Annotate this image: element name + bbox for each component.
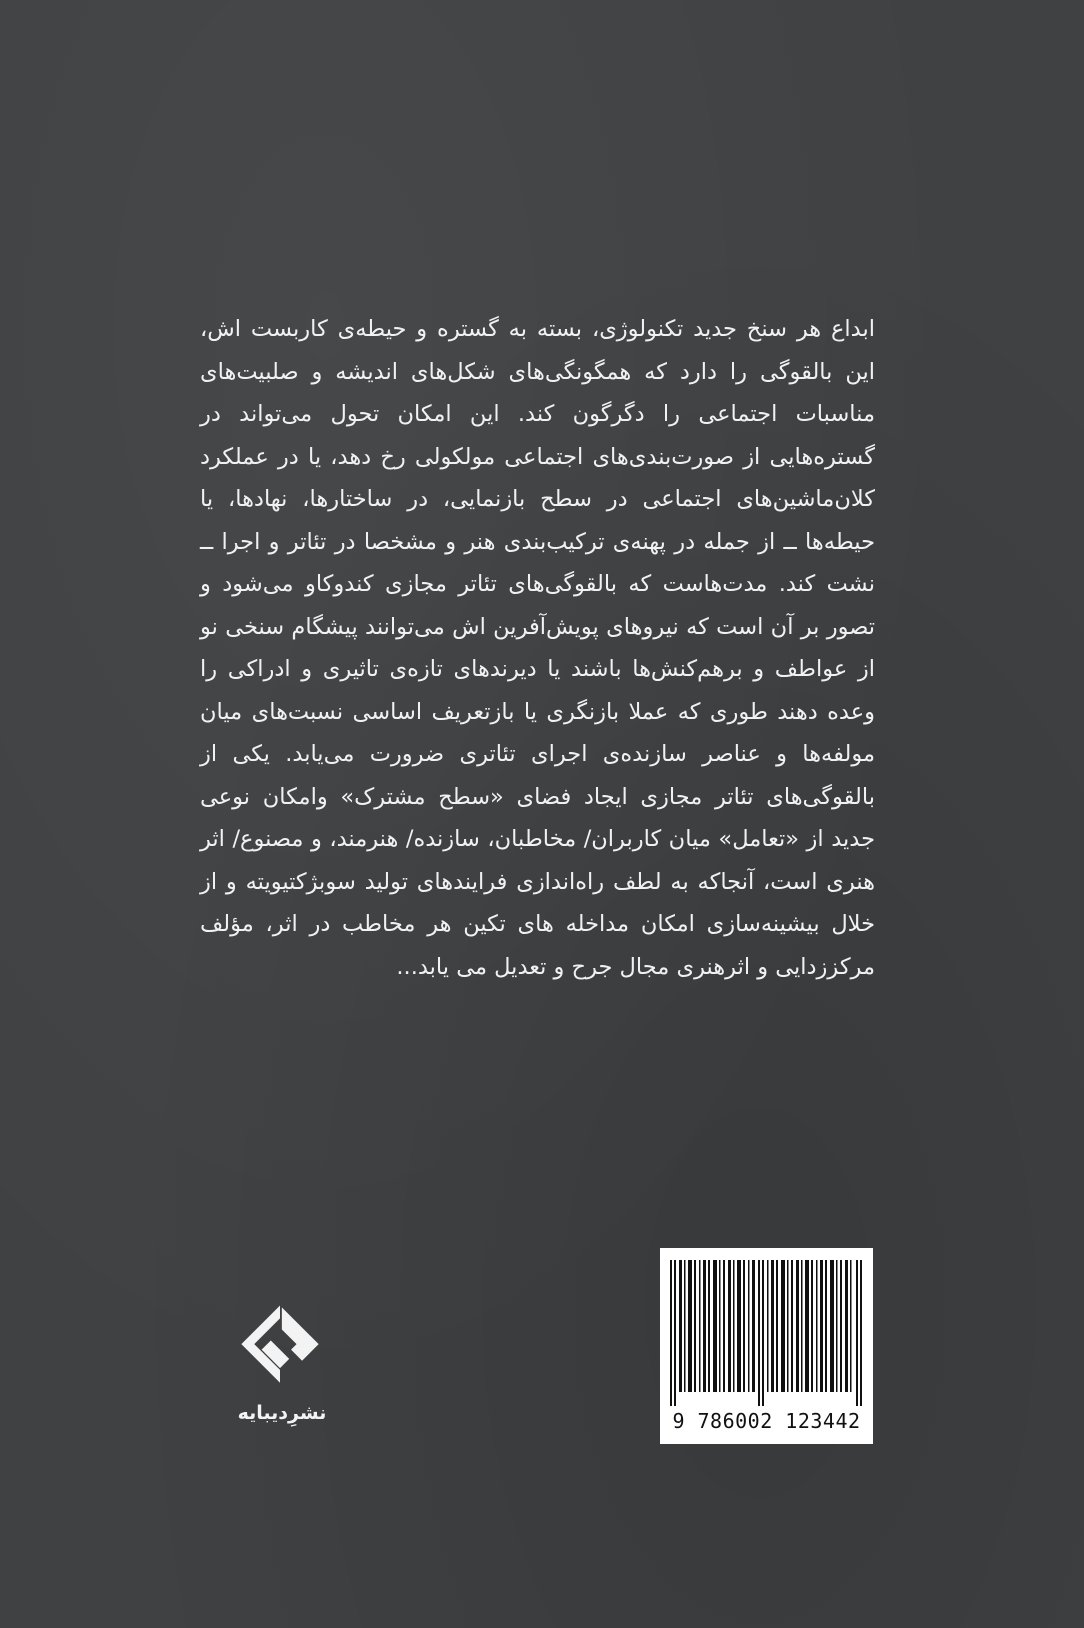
isbn-digits: 9 786002 123442	[672, 1409, 861, 1433]
barcode-bars	[670, 1260, 863, 1406]
publisher-name: نشرِدیبایه	[237, 1402, 327, 1424]
blurb-paragraph: ابداع هر سنخ جدید تکنولوژی، بسته به گستره و حیطه‌ی کاربست اش، این بالقوگی را دارد که همگونگی‌های شکل‌های اندیشه و صلبیت‌های مناسبات اجتماعی را دگرگون کند. این امکان تحول می‌تواند در گستره‌هایی از صورت‌بندی‌های اجتماعی مولکولی رخ دهد، یا در عملکرد کلان‌ماشین‌های اجتماعی در سطح بازنمایی، در ساختارها، نهادها، یا حیطه‌ها ــ از جمله در پهنه‌ی ترکیب‌بندی هنر و مشخصا در تئاتر و اجرا ــ نشت کند. مدت‌هاست که بالقوگی‌های تئاتر مجازی کندوکاو می‌شود و تصور بر آن است که نیروهای پویش‌آفرین اش می‌توانند پیشگام سنخی نو از عواطف و برهم‌کنش‌ها باشند یا دیرندهای تازه‌ی تاثیری و ادراکی را وعده دهند طوری که عملا بازنگری یا بازتعریف اساسی نسبت‌های میان مولفه‌ها و عناصر سازنده‌ی اجرای تئاتری ضرورت می‌یابد. یکی از بالقوگی‌های تئاتر مجازی ایجاد فضای «سطح مشترک» وامکان نوعی جدید از «تعامل» میان کاربران/ مخاطبان، سازنده/ هنرمند، و مصنوع/ اثر هنری است، آنجاکه به لطف راه‌اندازی فرایندهای تولید سوبژکتیویته و از خلال بیشینه‌سازی امکان مداخله های تکین هر مخاطب در اثر، مؤلف مرکززدایی و اثرهنری مجال جرح و تعدیل می یابد...	[200, 316, 875, 980]
publisher-mark	[222, 1300, 342, 1440]
blurb-text	[200, 308, 875, 988]
isbn-barcode	[660, 1248, 873, 1444]
open-book-diamond-icon	[234, 1300, 326, 1392]
